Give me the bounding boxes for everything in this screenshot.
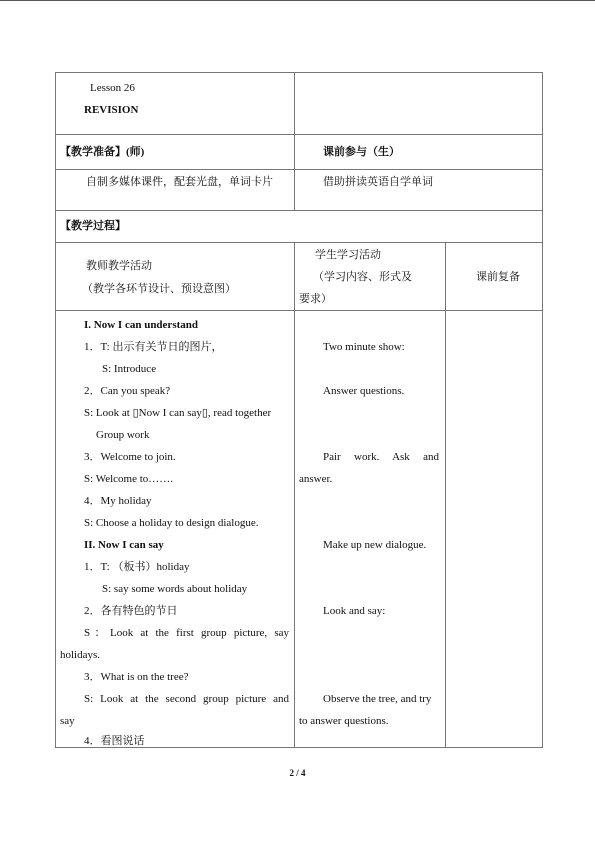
col-student-header-cell (295, 243, 446, 311)
step-item: 2．各有特色的节日 (84, 605, 178, 617)
step-item: 4．My holiday (84, 495, 152, 507)
step-response: holidays. (60, 649, 101, 661)
prep-student-text: 借助拼读英语自学单词 (323, 176, 433, 188)
step-response: S: Choose a holiday to design dialogue. (84, 517, 259, 529)
student-activity: answer. (299, 473, 333, 485)
student-activity: to answer questions. (299, 715, 389, 727)
step-item: 3．Welcome to join. (84, 451, 176, 463)
process-content-row (56, 311, 543, 748)
student-activity: Look and say: (323, 605, 386, 617)
step-item: 3．What is on the tree? (84, 671, 189, 683)
teacher-activities-cell (56, 311, 295, 748)
process-heading: 【教学过程】 (60, 220, 126, 232)
lesson-header-cell (56, 73, 295, 135)
page-number: 2 / 4 (289, 768, 306, 778)
process-heading-row (56, 211, 543, 243)
student-activities-cell (295, 311, 446, 748)
col-student-subtitle: （学习内容、形式及 (313, 271, 412, 283)
col-review-title: 课前复备 (476, 271, 520, 283)
lesson-header-empty-cell (295, 73, 543, 135)
student-activity: Pair work. Ask and (323, 451, 439, 463)
col-review-header-cell (446, 243, 543, 311)
step-response: S: Welcome to……. (84, 473, 174, 485)
student-activity: Two minute show: (323, 341, 405, 353)
prep-teacher-text-cell (56, 170, 295, 211)
prep-teacher-heading-cell (56, 135, 295, 170)
review-notes-cell (446, 311, 543, 748)
section-heading: II. Now I can say (84, 539, 164, 551)
section-heading: I. Now I can understand (84, 319, 198, 331)
step-item: 1．T: 出示有关节日的图片， (84, 341, 223, 353)
lesson-number: Lesson 26 (90, 82, 135, 94)
step-response: S: say some words about holiday (102, 583, 248, 595)
col-teacher-subtitle: （教学各环节设计、预设意图） (82, 283, 236, 295)
process-columns-row (56, 243, 543, 311)
lesson-plan-table (55, 72, 543, 748)
col-teacher-title: 教师教学活动 (86, 260, 152, 272)
lesson-header-row (56, 73, 543, 135)
step-response: say (60, 715, 75, 727)
col-student-subtitle-cont: 要求） (299, 293, 332, 305)
prep-content-row (56, 170, 543, 211)
step-item: 2．Can you speak? (84, 385, 171, 397)
process-heading-cell (56, 211, 543, 243)
prep-heading-row (56, 135, 543, 170)
col-teacher-header-cell (56, 243, 295, 311)
student-activity: Answer questions. (323, 385, 405, 397)
col-student-title: 学生学习活动 (315, 249, 381, 261)
step-response: Group work (96, 429, 150, 441)
step-response: S: Introduce (102, 363, 157, 375)
prep-student-heading-cell (295, 135, 543, 170)
step-item: 1．T: （板书）holiday (84, 561, 190, 573)
student-activity: Make up new dialogue. (323, 539, 427, 551)
prep-teacher-text: 自制多媒体课件，配套光盘，单词卡片 (86, 176, 273, 188)
prep-student-heading: 课前参与（生） (323, 146, 400, 158)
page-top-rule (0, 0, 595, 1)
student-activity: Observe the tree, and try (323, 693, 432, 705)
step-response: S: Look at ▯Now I can say▯, read together (84, 407, 272, 419)
prep-student-text-cell (295, 170, 543, 211)
lesson-title: REVISION (84, 104, 139, 116)
step-item: 4．看图说话 (84, 735, 145, 747)
step-response: S：Look at the first group picture, say (84, 627, 289, 639)
prep-teacher-heading: 【教学准备】(师) (60, 146, 145, 158)
step-response: S: Look at the second group picture and (84, 693, 289, 705)
